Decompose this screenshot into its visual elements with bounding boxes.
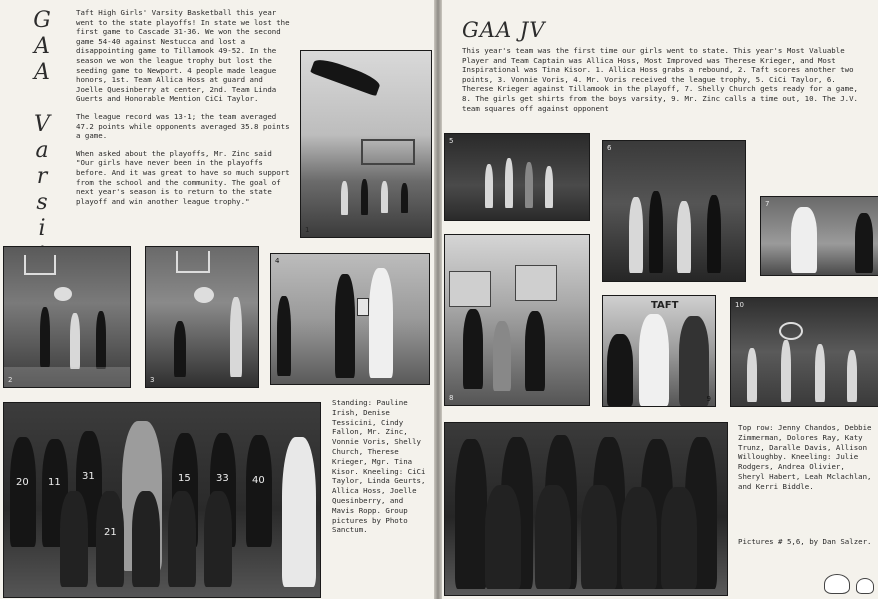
article-paragraph: When asked about the playoffs, Mr. Zinc said "Our girls have never been in the playoffs before. And it was great to have so much support from the school and the community. The goal of next year's season is to return to the state playoff and win another league trophy." — [76, 148, 290, 206]
jersey-number: 21 — [104, 527, 117, 538]
photo-9-time-out — [602, 295, 716, 407]
photo-7-shelly-church — [760, 196, 878, 276]
photo-1-rebound — [300, 50, 432, 238]
photo-number: 4 — [275, 257, 280, 265]
photo-5-cici-taylor — [444, 133, 590, 221]
jersey-number: 20 — [16, 477, 29, 488]
photo-10-jv-team — [730, 297, 878, 407]
photo-2-taft-scores — [3, 246, 131, 388]
photo-number: 1 — [305, 226, 310, 234]
photo-credit: Pictures # 5,6, by Dan Salzer. — [738, 537, 872, 546]
photo-8-boys-varsity-shirts — [444, 234, 590, 406]
photo-6-krieger-vs-tillamook — [602, 140, 746, 282]
jv-title: GAA JV — [462, 18, 546, 42]
doodle-icon — [856, 578, 874, 594]
photo-number: 6 — [607, 144, 612, 152]
jv-article: This year's team was the first time our girls went to state. This year's Most Valuable Player and Team Captain was Allica Hoss, Most Improved was Therese Krieger, and Most Inspirational was Tina Kisor. 1. Allica Hoss grabs a rebound, 2. Taft scores another two points, 3. Vonnie Voris, 4. Mr. Voris received the league trophy, 5. CiCi Taylor, 6. Therese Krieger against Tillamook in the playoff, 7. Shelly Church gets ready for a game, 8. The girls get shirts from the boys varsity, 9. Mr. Zinc calls a time out, 10. The J.V. team squares off against opponent — [462, 46, 859, 113]
title-letter: a — [35, 138, 49, 163]
jersey-number: 11 — [48, 477, 61, 488]
jersey-number: 15 — [178, 473, 191, 484]
jv-team-caption: Top row: Jenny Chandos, Debbie Zimmerman, Dolores Ray, Katy Trunz, Daralle Davis, Allison Willoughby. Kneeling: Julie Rodgers, Andrea Olivier, Sheryl Habert, Leah Mclachlan, and Kerri Biddle. — [738, 423, 872, 491]
left-page — [0, 0, 434, 599]
article-paragraph: The league record was 13-1; the team averaged 47.2 points while opponents averaged 35.8 points a game. — [76, 111, 290, 141]
jersey-number: 40 — [252, 475, 265, 486]
right-page — [442, 0, 878, 599]
varsity-article — [76, 8, 294, 214]
varsity-team-photo — [3, 402, 321, 598]
photo-number: 7 — [765, 200, 770, 208]
article-paragraph: Taft High Girls' Varsity Basketball this year went to the state playoffs! In state we lost the first game to Cascade 31-36. We won the second game 54-40 against Nestucca and lost a disappointing game to Tillamook 49-52. In the season we won the league trophy but lost the seeding game to Newport. 4 people made league honors, 1st. Team Allica Hoss at guard and Joelle Quesinberry at center, 2nd. Team Linda Guerts and Honorable Mention CiCi Taylor. — [76, 8, 290, 104]
title-letter: A — [34, 34, 50, 59]
jersey-number: 31 — [82, 471, 95, 482]
title-letter: V — [34, 112, 50, 137]
title-letter: i — [38, 216, 46, 241]
title-letter: A — [34, 60, 50, 85]
doodle-icon — [824, 574, 850, 594]
photo-number: 10 — [735, 301, 744, 309]
jersey-text: TAFT — [651, 300, 679, 311]
title-letter: G — [33, 8, 51, 33]
title-letter: s — [36, 190, 48, 215]
photo-number: 9 — [706, 395, 711, 403]
jv-team-photo — [444, 422, 728, 596]
photo-number: 5 — [449, 137, 454, 145]
book-spine — [434, 0, 442, 599]
title-letter: r — [36, 164, 48, 189]
varsity-team-caption: Standing: Pauline Irish, Denise Tessicini, Cindy Fallon, Mr. Zinc, Vonnie Voris, Shelly Church, Therese Krieger, Mgr. Tina Kisor. Kneeling: CiCi Taylor, Linda Geurts, Allica Hoss, Joelle Quesinberry, and Mavis Ropp. Group pictures by Photo Sanctum. — [332, 398, 426, 535]
jersey-number: 33 — [216, 473, 229, 484]
photo-number: 2 — [8, 376, 13, 384]
photo-4-league-trophy — [270, 253, 430, 385]
photo-number: 3 — [150, 376, 155, 384]
photo-3-vonnie-voris — [145, 246, 259, 388]
photo-number: 8 — [449, 394, 454, 402]
